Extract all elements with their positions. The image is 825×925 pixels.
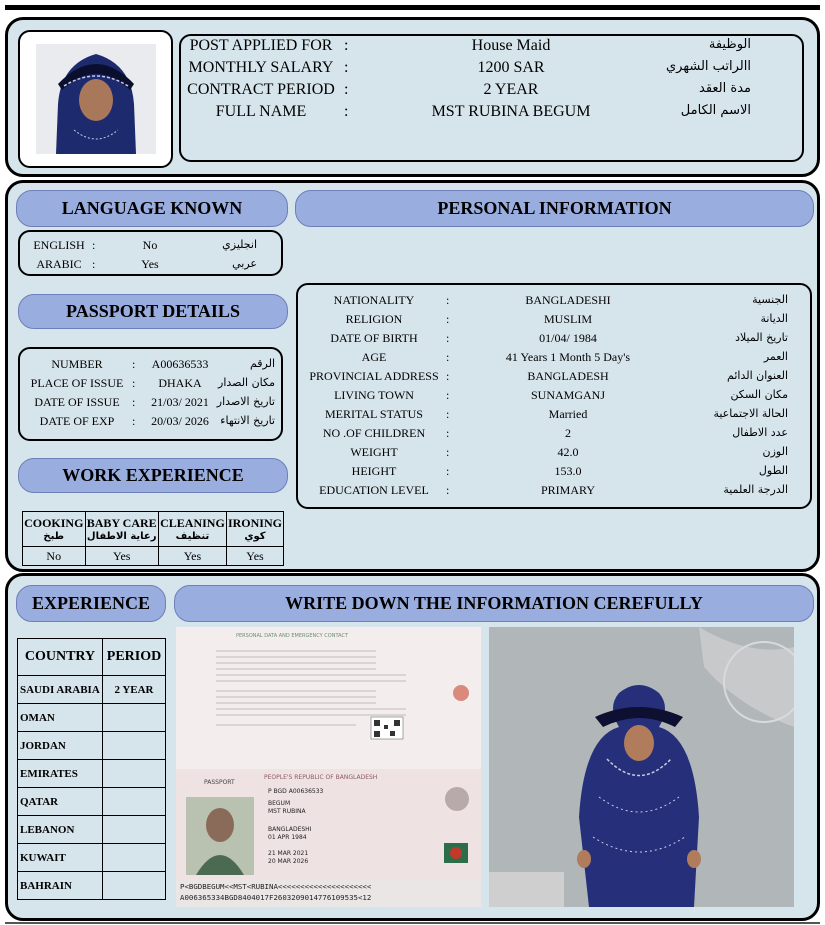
bottom-rule xyxy=(5,922,820,924)
language-value: No xyxy=(142,238,158,252)
personal-colon: : xyxy=(446,350,450,364)
scan-bottom-heading: PEOPLE'S REPUBLIC OF BANGLADESH xyxy=(264,774,378,781)
header-field-arabic: الاسم الكامل xyxy=(680,103,751,118)
skill-name: IRONING xyxy=(227,516,282,530)
header-field-row xyxy=(181,81,802,103)
passport-value: DHAKA xyxy=(158,376,202,390)
personal-row xyxy=(298,464,810,483)
personal-value: 01/04/ 1984 xyxy=(539,331,597,345)
experience-title: EXPERIENCE xyxy=(16,585,166,622)
scan-passport-label: PASSPORT xyxy=(204,779,235,786)
passport-colon: : xyxy=(132,414,136,428)
personal-label: DATE OF BIRTH xyxy=(330,331,418,345)
personal-arabic: تاريخ الميلاد xyxy=(735,331,788,344)
passport-arabic: تاريخ الاصدار xyxy=(216,395,275,408)
passport-value: 20/03/ 2026 xyxy=(151,414,209,428)
personal-label: PROVINCIAL ADDRESS xyxy=(309,369,439,383)
personal-label: NO .OF CHILDREN xyxy=(322,426,426,440)
language-row xyxy=(20,238,281,257)
passport-row xyxy=(20,414,281,433)
personal-colon: : xyxy=(446,369,450,383)
passport-label: PLACE OF ISSUE xyxy=(30,376,124,390)
personal-value: PRIMARY xyxy=(540,483,596,497)
personal-arabic: مكان السكن xyxy=(730,388,788,401)
experience-row xyxy=(18,732,166,760)
header-field-colon: : xyxy=(344,37,349,54)
personal-row xyxy=(298,388,810,407)
skill-header xyxy=(158,512,226,547)
personal-value: 41 Years 1 Month 5 Day's xyxy=(505,350,631,364)
personal-label: WEIGHT xyxy=(350,445,398,459)
passport-colon: : xyxy=(132,357,136,371)
personal-value: SUNAMGANJ xyxy=(530,388,605,402)
scan-text-line: P BGD A00636533 xyxy=(268,788,324,795)
personal-value: BANGLADESHI xyxy=(525,293,611,307)
personal-label: LIVING TOWN xyxy=(334,388,414,402)
header-field-row xyxy=(181,59,802,81)
language-colon: : xyxy=(92,257,96,271)
skill-header xyxy=(226,512,283,547)
experience-row xyxy=(18,816,166,844)
header-field-label: POST APPLIED FOR xyxy=(189,37,333,54)
experience-table xyxy=(17,638,166,900)
personal-label: RELIGION xyxy=(345,312,403,326)
experience-period xyxy=(103,788,166,816)
scan-text-line: 21 MAR 2021 xyxy=(268,850,309,857)
personal-label: NATIONALITY xyxy=(333,293,415,307)
passport-colon: : xyxy=(132,395,136,409)
experience-section xyxy=(5,573,820,921)
personal-box xyxy=(296,283,812,509)
header-field-label: FULL NAME xyxy=(215,103,307,120)
work-title: WORK EXPERIENCE xyxy=(18,458,288,493)
skill-name-arabic: طبخ xyxy=(43,531,65,542)
experience-row xyxy=(18,872,166,900)
experience-country: OMAN xyxy=(18,704,103,732)
language-arabic: عربي xyxy=(232,257,257,270)
passport-value: 21/03/ 2021 xyxy=(151,395,209,409)
language-label: ARABIC xyxy=(36,257,82,271)
skill-name-arabic: تنظيف xyxy=(175,531,210,542)
skill-value: Yes xyxy=(158,547,226,566)
skill-name: BABY CARE xyxy=(86,516,157,530)
experience-period xyxy=(103,872,166,900)
personal-value: BANGLADESH xyxy=(527,369,609,383)
skill-value: Yes xyxy=(85,547,158,566)
header-field-row xyxy=(181,103,802,125)
personal-arabic: العنوان الدائم xyxy=(727,369,788,382)
language-box xyxy=(18,230,283,276)
personal-value: Married xyxy=(548,407,588,421)
experience-period xyxy=(103,760,166,788)
header-fields-box xyxy=(179,34,804,162)
applicant-full-photo xyxy=(489,627,794,907)
personal-arabic: الحالة الاجتماعية xyxy=(713,407,788,420)
experience-row xyxy=(18,676,166,704)
experience-country: JORDAN xyxy=(18,732,103,760)
header-field-value: 2 YEAR xyxy=(483,81,539,98)
personal-colon: : xyxy=(446,331,450,345)
passport-label: DATE OF EXP xyxy=(39,414,115,428)
language-arabic: انجليزي xyxy=(222,238,257,251)
personal-value: 153.0 xyxy=(554,464,582,478)
experience-period xyxy=(103,816,166,844)
scan-text-line: MST RUBINA xyxy=(268,808,306,815)
experience-country: LEBANON xyxy=(18,816,103,844)
skill-value: No xyxy=(23,547,86,566)
personal-label: EDUCATION LEVEL xyxy=(319,483,429,497)
language-value: Yes xyxy=(141,257,159,271)
header-section xyxy=(5,17,820,177)
personal-value: 2 xyxy=(565,426,571,440)
period-header: PERIOD xyxy=(103,639,166,676)
experience-row xyxy=(18,760,166,788)
experience-country: BAHRAIN xyxy=(18,872,103,900)
personal-arabic: الوزن xyxy=(762,445,788,458)
personal-row xyxy=(298,426,810,445)
header-field-row xyxy=(181,37,802,59)
info-banner: WRITE DOWN THE INFORMATION CEREFULLY xyxy=(174,585,814,622)
experience-row xyxy=(18,704,166,732)
personal-colon: : xyxy=(446,464,450,478)
country-header: COUNTRY xyxy=(18,639,103,676)
personal-value: MUSLIM xyxy=(543,312,592,326)
scan-mrz-2: A006365334BGD8404017F2603209014776109535<12 xyxy=(180,893,372,902)
personal-colon: : xyxy=(446,407,450,421)
experience-country: EMIRATES xyxy=(18,760,103,788)
scan-top-heading: PERSONAL DATA AND EMERGENCY CONTACT xyxy=(236,633,349,639)
personal-row xyxy=(298,483,810,502)
skill-name: CLEANING xyxy=(160,516,225,530)
personal-colon: : xyxy=(446,445,450,459)
language-label: ENGLISH xyxy=(33,238,85,252)
language-row xyxy=(20,257,281,276)
experience-country: QATAR xyxy=(18,788,103,816)
skill-name-arabic: رعاية الاطفال xyxy=(86,531,157,542)
skill-name: COOKING xyxy=(24,516,84,530)
photo-frame xyxy=(18,30,173,168)
skill-value: Yes xyxy=(226,547,283,566)
personal-colon: : xyxy=(446,293,450,307)
applicant-photo xyxy=(36,44,156,154)
header-field-colon: : xyxy=(344,103,349,120)
top-rule xyxy=(5,5,820,10)
passport-arabic: الرقم xyxy=(249,357,275,370)
header-field-value: 1200 SAR xyxy=(477,59,545,76)
experience-period xyxy=(103,732,166,760)
header-field-arabic: مدة العقد xyxy=(699,81,751,96)
header-field-label: MONTHLY SALARY xyxy=(188,59,334,76)
personal-label: MERITAL STATUS xyxy=(325,407,423,421)
details-section xyxy=(5,180,820,572)
header-field-arabic: االراتب الشهري xyxy=(666,59,751,74)
language-colon: : xyxy=(92,238,96,252)
experience-row xyxy=(18,788,166,816)
personal-value: 42.0 xyxy=(557,445,579,459)
passport-title: PASSPORT DETAILS xyxy=(18,294,288,329)
header-field-label: CONTRACT PERIOD xyxy=(187,81,335,98)
personal-colon: : xyxy=(446,312,450,326)
passport-value: A00636533 xyxy=(151,357,209,371)
header-field-colon: : xyxy=(344,81,349,98)
header-field-value: House Maid xyxy=(471,37,551,54)
passport-row xyxy=(20,376,281,395)
scan-text-line: 20 MAR 2026 xyxy=(268,858,309,865)
personal-arabic: العمر xyxy=(763,350,788,363)
passport-label: NUMBER xyxy=(51,357,103,371)
personal-row xyxy=(298,331,810,350)
experience-period: 2 YEAR xyxy=(103,676,166,704)
personal-arabic: الطول xyxy=(758,464,788,477)
skill-header xyxy=(85,512,158,547)
personal-row xyxy=(298,293,810,312)
personal-colon: : xyxy=(446,483,450,497)
passport-colon: : xyxy=(132,376,136,390)
passport-scan-image xyxy=(176,627,481,907)
language-title: LANGUAGE KNOWN xyxy=(16,190,288,227)
experience-period xyxy=(103,704,166,732)
passport-box xyxy=(18,347,283,441)
passport-row xyxy=(20,357,281,376)
experience-period xyxy=(103,844,166,872)
header-field-colon: : xyxy=(344,59,349,76)
personal-row xyxy=(298,369,810,388)
personal-colon: : xyxy=(446,426,450,440)
personal-row xyxy=(298,407,810,426)
header-field-value: MST RUBINA BEGUM xyxy=(431,103,591,120)
personal-colon: : xyxy=(446,388,450,402)
scan-mrz-1: P<BGDBEGUM<<MST<RUBINA<<<<<<<<<<<<<<<<<<<<< xyxy=(180,882,372,891)
passport-row xyxy=(20,395,281,414)
passport-arabic: تاريخ الانتهاء xyxy=(220,414,275,427)
personal-arabic: الدرجة العلمية xyxy=(723,483,788,496)
skill-header xyxy=(23,512,86,547)
scan-text-line: BEGUM xyxy=(268,800,291,807)
passport-label: DATE OF ISSUE xyxy=(34,395,120,409)
personal-arabic: عدد الاطفال xyxy=(732,426,788,439)
experience-row xyxy=(18,844,166,872)
personal-arabic: الديانة xyxy=(760,312,788,325)
experience-country: KUWAIT xyxy=(18,844,103,872)
work-experience-table xyxy=(22,511,284,566)
personal-label: AGE xyxy=(361,350,387,364)
header-field-arabic: الوظيفة xyxy=(708,37,751,52)
personal-row xyxy=(298,350,810,369)
experience-country: SAUDI ARABIA xyxy=(18,676,103,704)
passport-arabic: مكان الصدار xyxy=(218,376,275,389)
personal-row xyxy=(298,445,810,464)
personal-title: PERSONAL INFORMATION xyxy=(295,190,814,227)
scan-text-line: BANGLADESHI xyxy=(268,826,312,833)
skill-name-arabic: كوي xyxy=(244,531,266,542)
personal-label: HEIGHT xyxy=(351,464,397,478)
personal-arabic: الجنسية xyxy=(752,293,788,306)
scan-text-line: 01 APR 1984 xyxy=(268,834,307,841)
personal-row xyxy=(298,312,810,331)
